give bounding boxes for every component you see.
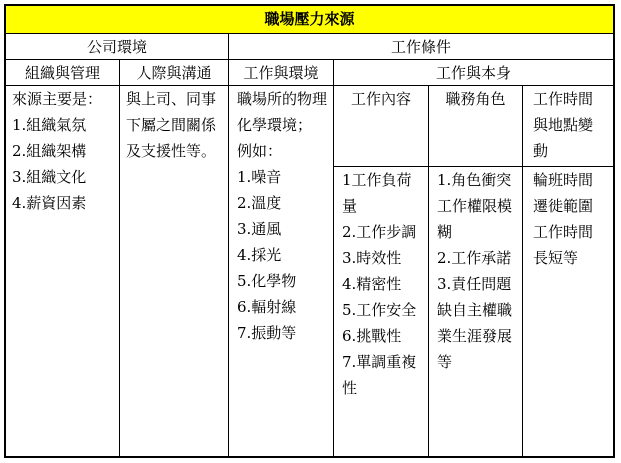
cell-line: 1.組織氣氛 [12, 116, 87, 134]
subheader-self: 工作與本身 [435, 64, 511, 82]
cell-line: 4.採光 [237, 246, 282, 264]
group-work: 工作條件 [390, 38, 451, 56]
cell-line: 3.通風 [237, 220, 282, 238]
cell-line: 2.組織架構 [12, 142, 87, 160]
cell-line: 與上司、同事下屬之間關係及支援性等。 [126, 90, 217, 160]
cell-line: 6.輻射線 [237, 298, 297, 316]
cell-line: 1.噪音 [237, 168, 282, 186]
cell-line: 輪班時間遷徙範圍工作時間長短等 [533, 171, 594, 267]
cell-line: 7.振動等 [237, 324, 297, 342]
cell-line: 2.工作步調 [342, 223, 417, 241]
col-time-place-header: 工作時間與地點變動 [533, 90, 594, 160]
cell-line: 3.責任問題缺自主權職業生涯發展等 [437, 275, 513, 371]
col-content-header: 工作內容 [350, 90, 411, 108]
cell-line: 3.時效性 [342, 249, 402, 267]
cell-role [429, 167, 522, 458]
cell-line: 例如： [237, 142, 283, 160]
cell-line: 1.角色衝突工作權限模糊 [437, 171, 513, 241]
cell-line: 4.薪資因素 [12, 194, 87, 212]
cell-line: 3.組織文化 [12, 168, 87, 186]
cell-line: 5.化學物 [237, 272, 297, 290]
cell-line: 來源主要是： [12, 90, 103, 108]
cell-people [120, 86, 228, 458]
cell-line: 2.工作承諾 [437, 249, 512, 267]
cell-line: 職場所的物理化學環境； [237, 90, 328, 134]
subheader-env: 工作與環境 [243, 64, 319, 82]
cell-line: 5.工作安全 [342, 301, 417, 319]
cell-org [6, 86, 119, 458]
group-company: 公司環境 [86, 38, 147, 56]
cell-time-place [523, 167, 613, 458]
cell-line: 4.精密性 [342, 275, 402, 293]
cell-env [229, 86, 333, 458]
cell-line: 2.溫度 [237, 194, 282, 212]
table-title: 職場壓力來源 [6, 6, 613, 33]
col-role-header: 職務角色 [445, 90, 506, 108]
cell-line: 6.挑戰性 [342, 327, 402, 345]
cell-line: 1工作負荷量 [342, 171, 412, 215]
cell-line: 7.單調重複性 [342, 353, 417, 397]
subheader-people: 人際與溝通 [136, 64, 212, 82]
subheader-org: 組織與管理 [24, 64, 100, 82]
cell-content [334, 167, 428, 458]
